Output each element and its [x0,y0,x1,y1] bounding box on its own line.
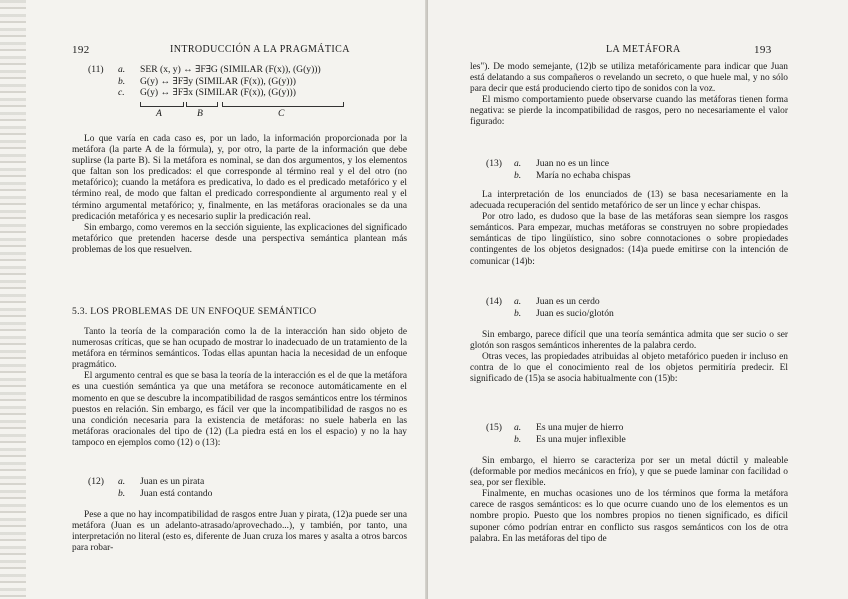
paragraph: Sin embargo, como veremos en la sección siguiente, las explicaciones del significado metafórico que pretenden hacerse desde una perspectiva semántica plantean más problemas de los que resuelven. [72,222,407,255]
example-row: b. María no echaba chispas [514,169,631,181]
right-header [754,44,772,56]
example-12 [118,476,212,499]
right-text-block-3 [470,330,788,385]
formula-row: a. SER (x, y) ↔ ∃F∃G (SIMILAR (F(x)), (G(y))) [118,64,321,75]
example-row: b. Juan es sucio/glotón [514,307,614,319]
left-text-block-3 [72,510,407,554]
example-row: b. Juan está contando [118,487,213,499]
paragraph: Sin embargo, parece difícil que una teoría semántica admita que ser sucio o ser glotón son rasgos semánticos inherentes de la palabra cerdo. [470,330,788,352]
example-row: b. Es una mujer inflexible [514,433,626,445]
page-number-left: 192 [72,44,90,56]
formula-row: c. G(y) ↔ ∃F∃x (SIMILAR (F(x)), (G(y))) [118,87,296,98]
example-row: a. Juan no es un lince [514,158,610,169]
right-text-block-2 [470,190,788,268]
example-13 [514,158,631,181]
paragraph: Tanto la teoría de la comparación como la de la interacción han sido objeto de numerosas críticas, que se han ocupado de mostrar lo inadecuado de un tratamiento de la metáfora en términos semánticos. Todas ellas apuntan hacia la necesidad de un enfoque pragmático. [72,327,407,371]
example-15-number: (15) [486,422,502,433]
left-text-block-2 [72,327,407,449]
paragraph: Otras veces, las propiedades atribuidas al objeto metafórico pueden ir incluso en contra de lo que el conocimiento real de los objetos permitiría predecir. El significado de (15)a se asocia habitualmente con (15)b: [470,352,788,385]
brace-label-a: A [156,108,162,119]
brace-label-c: C [278,108,285,119]
example-15 [514,422,626,445]
example-row: a. Juan es un cerdo [514,296,600,307]
brace-b [186,102,218,107]
section-heading: 5.3. LOS PROBLEMAS DE UN ENFOQUE SEMÁNTICO [72,306,317,317]
brace-a [140,102,184,107]
left-text-block-1 [72,134,407,256]
paragraph: La interpretación de los enunciados de (13) se basa necesariamente en la adecuada recuperación del sentido metafórico de ser un lince y echar chispas. [470,190,788,212]
paragraph: El mismo comportamiento puede observarse cuando las metáforas tienen forma negativa: se pierde la incompatibilidad de rasgos, pero no necesariamente el valor figurado: [470,95,788,128]
right-running-head: LA METÁFORA [606,44,681,55]
page-number-right: 193 [754,44,772,56]
example-11-number: (11) [88,64,104,75]
example-13-number: (13) [486,158,502,169]
example-14 [514,296,614,319]
paragraph: El argumento central es que se basa la teoría de la interacción es el de que la metáfora es una cuestión semántica ya que una metáfora se reconoce automáticamente en el momento en que se descubre la incompatibilidad de rasgos semánticos entre los términos puestos en relación. Sin embargo, es fácil ver que la incompatibilidad de rasgos no es una condición necesaria para la existencia de metáforas: no suele haberla en las metáforas oracionales del tipo de (12) (La piedra está en los el espacio) y no la hay tampoco en ejemplos como (12) o (13): [72,371,407,448]
right-text-block-4 [470,456,788,545]
paragraph: les"). De modo semejante, (12)b se utiliza metafóricamente para indicar que Juan está delatando a sus compañeros o revelando un secreto, o que huele mal, y no sólo para decir que está produciendo cierto tipo de sonidos con la voz. [470,62,788,95]
left-header [72,44,90,56]
left-running-head: INTRODUCCIÓN A LA PRAGMÁTICA [170,44,350,55]
example-12-number: (12) [88,476,104,487]
right-text-block-1 [470,62,788,129]
brace-label-b: B [197,108,203,119]
example-14-number: (14) [486,296,502,307]
paragraph: Pese a que no hay incompatibilidad de rasgos entre Juan y pirata, (12)a puede ser una metáfora (Juan es un adelanto-atrasado/aprovechado...), y también, por tanto, una interpretación no literal (esto es, diferente de Juan cruza los mares y asalta a otros barcos para robar- [72,510,407,554]
brace-c [222,102,344,107]
scan-edge-noise [0,0,26,599]
right-page [428,0,848,599]
example-11-formula [118,64,321,99]
example-row: a. Juan es un pirata [118,476,205,487]
paragraph: Sin embargo, el hierro se caracteriza por ser un metal dúctil y maleable (deformable por medios mecánicos en frío), y que se puede laminar con facilidad o sea, por ser flexible. [470,456,788,489]
paragraph: Lo que varía en cada caso es, por un lado, la información proporcionada por la metáfora (la parte A de la fórmula), y, por otro, la parte de la información que debe suplirse (la parte B). Si la metáfora es nominal, se dan dos argumentos, y los elementos que faltan son los predicados: el que corresponde al término real y el del otro (no metafórico); cuando la metáfora es predicativa, lo dado es el predicado metafórico y el término real, de modo que faltan el predicado correspondiente al argumento real y el término argumental metafórico; y, finalmente, en las metáforas oracionales se da una predicación metafórica y es necesario suplir la predicación real. [72,134,407,222]
example-row: a. Es una mujer de hierro [514,422,624,433]
paragraph: Por otro lado, es dudoso que la base de las metáforas sean siempre los rasgos semánticos. Para empezar, muchas metáforas se construyen no sobre propiedades semánticas de tipo lingüístico, sino sobre connotaciones o sobre propiedades contingentes de los objetos designados: (14)a puede emitirse con la intención de comunicar (14)b: [470,212,788,267]
paragraph: Finalmente, en muchas ocasiones uno de los términos que forma la metáfora carece de rasgos semánticos: es lo que ocurre cuando uno de los elementos es un nombre propio. Puesto que los nombres propios no tienen significado, es difícil suponer cómo podrían entrar en conflicto sus rasgos semánticos con los de otra palabra. En las metáforas del tipo de [470,489,788,544]
formula-row: b. G(y) ↔ ∃F∃y (SIMILAR (F(x)), (G(y))) [118,75,296,87]
